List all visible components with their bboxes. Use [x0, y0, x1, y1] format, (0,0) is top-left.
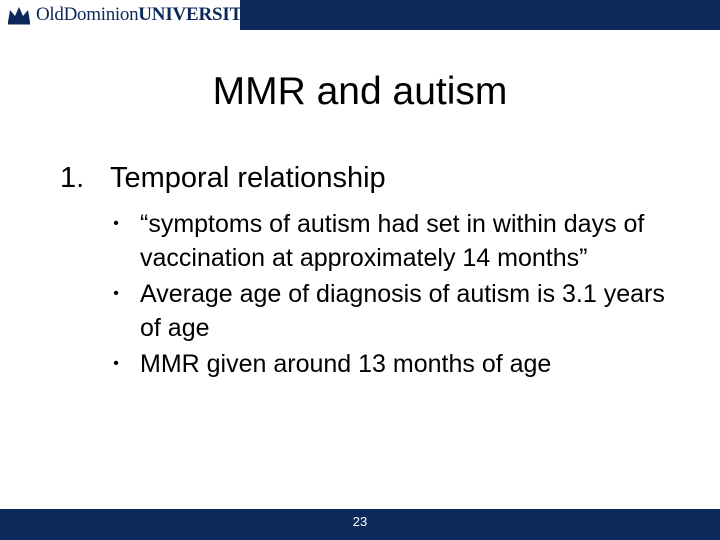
header-bar	[0, 0, 720, 30]
bullet-text: Average age of diagnosis of autism is 3.1 years of age	[140, 280, 665, 342]
logo-word-university: UNIVERSITY	[138, 4, 256, 25]
bullet-marker: •	[113, 285, 119, 302]
list-item	[92, 347, 692, 381]
bullet-list	[92, 207, 692, 383]
slide-number: 23	[352, 514, 368, 529]
list-item	[92, 207, 692, 275]
main-point	[60, 162, 386, 195]
list-item	[92, 277, 692, 345]
bullet-marker: •	[113, 355, 119, 372]
bullet-text: “symptoms of autism had set in within days of vaccination at approximately 14 months”	[140, 210, 645, 272]
main-point-number: 1.	[60, 162, 85, 194]
crown-icon	[6, 4, 32, 26]
slide-title: MMR and autism	[212, 70, 508, 113]
logo-word-old: Old	[36, 4, 64, 25]
bullet-marker: •	[113, 215, 119, 232]
main-point-text: Temporal relationship	[110, 162, 386, 194]
logo-word-dominion: Dominion	[63, 4, 139, 25]
bullet-text: MMR given around 13 months of age	[140, 350, 552, 378]
university-logo	[6, 3, 256, 27]
